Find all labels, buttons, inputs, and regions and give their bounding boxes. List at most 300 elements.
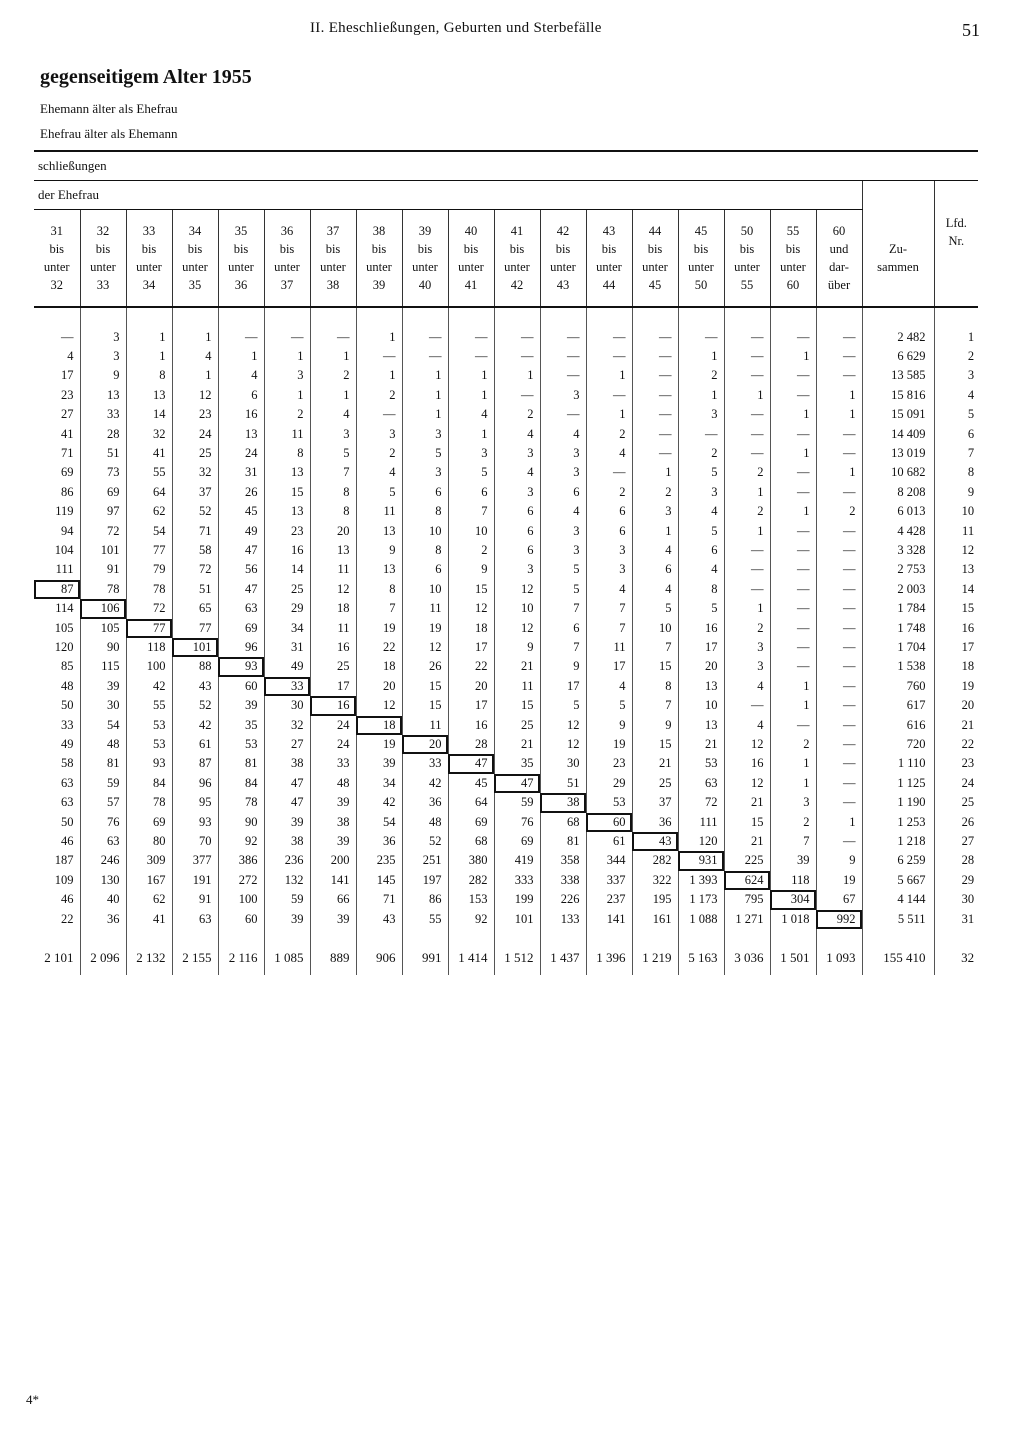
table-cell: 4	[586, 580, 632, 599]
table-cell: 5	[632, 599, 678, 618]
table-cell: 2	[494, 405, 540, 424]
column-header-line: bis	[187, 241, 203, 256]
table-cell: 51	[80, 444, 126, 463]
column-header-line: unter	[550, 259, 576, 274]
spacer-cell	[816, 929, 862, 941]
table-row	[34, 463, 978, 482]
column-header	[678, 210, 724, 307]
table-cell: 3	[632, 502, 678, 521]
table-cell: 8	[632, 677, 678, 696]
row-total-cell: 1 110	[862, 754, 934, 773]
spacer-cell	[126, 929, 172, 941]
table-cell: 55	[126, 463, 172, 482]
table-cell: 197	[402, 871, 448, 890]
table-cell: 4	[678, 502, 724, 521]
sum-cell: 2 116	[218, 941, 264, 975]
table-cell: —	[586, 328, 632, 347]
table-cell: 59	[264, 890, 310, 909]
column-header-line: bis	[279, 241, 295, 256]
table-cell: 5	[402, 444, 448, 463]
table-cell: 1	[724, 599, 770, 618]
table-cell: 39	[218, 696, 264, 715]
table-row	[34, 677, 978, 696]
sum-cell: 2 155	[172, 941, 218, 975]
column-header-line: bis	[417, 241, 433, 256]
table-cell: 28	[448, 735, 494, 754]
table-cell: 15	[494, 696, 540, 715]
spacer-cell	[678, 929, 724, 941]
table-cell: 63	[172, 910, 218, 929]
table-cell: 3	[402, 425, 448, 444]
row-number-cell: 3	[934, 366, 978, 385]
table-cell: 26	[218, 483, 264, 502]
table-cell: 4	[494, 463, 540, 482]
column-header	[80, 210, 126, 307]
table-cell: 93	[172, 813, 218, 832]
table-cell: 8	[264, 444, 310, 463]
spacer-cell	[770, 307, 816, 328]
table-cell: 66	[310, 890, 356, 909]
table-cell: 24	[310, 716, 356, 735]
table-cell: 81	[80, 754, 126, 773]
row-number-cell: 13	[934, 560, 978, 579]
table-cell: 92	[448, 910, 494, 929]
column-header-line: 39	[418, 223, 432, 238]
table-cell: 4	[678, 560, 724, 579]
table-cell: 12	[724, 735, 770, 754]
column-header-row	[34, 210, 978, 307]
row-total-cell: 14 409	[862, 425, 934, 444]
column-header-line: 42	[556, 223, 570, 238]
table-cell: 45	[218, 502, 264, 521]
table-cell: 8	[678, 580, 724, 599]
column-header-line: unter	[274, 259, 300, 274]
table-cell: 8	[126, 366, 172, 385]
table-cell: —	[724, 328, 770, 347]
table-cell: 19	[356, 619, 402, 638]
table-row	[34, 405, 978, 424]
table-cell: 48	[61, 678, 74, 693]
table-cell: 199	[494, 890, 540, 909]
table-cell: 141	[310, 871, 356, 890]
table-cell: 21	[678, 735, 724, 754]
table-cell: 1	[264, 386, 310, 405]
column-header-line: 37	[280, 277, 294, 292]
table-cell: 2	[724, 463, 770, 482]
diagonal-cell: 992	[816, 910, 862, 929]
table-cell: 33	[80, 405, 126, 424]
table-cell: 69	[218, 619, 264, 638]
table-cell: 72	[678, 793, 724, 812]
table-title: gegenseitigem Alter 1955	[40, 66, 252, 88]
spacer-cell	[678, 307, 724, 328]
diagonal-cell: 38	[540, 793, 586, 812]
table-cell: 3	[402, 463, 448, 482]
column-header-line: 39	[372, 277, 386, 292]
span-header-blank	[862, 181, 934, 210]
column-header	[264, 210, 310, 307]
table-cell: 3	[724, 657, 770, 676]
row-total-cell: 5 511	[862, 910, 934, 929]
table-cell: —	[770, 580, 816, 599]
table-cell: 22	[61, 911, 74, 926]
spacer-cell	[770, 929, 816, 941]
table-row	[34, 502, 978, 521]
table-cell: 2	[816, 502, 862, 521]
table-cell: —	[678, 328, 724, 347]
table-cell: 10	[448, 522, 494, 541]
table-cell: 1	[678, 386, 724, 405]
table-cell: 114	[55, 601, 74, 616]
table-cell: 88	[172, 657, 218, 676]
table-cell: 36	[632, 813, 678, 832]
table-cell: 4	[586, 677, 632, 696]
table-cell: 45	[448, 774, 494, 793]
table-cell: —	[678, 425, 724, 444]
table-cell: —	[816, 657, 862, 676]
table-cell: 30	[264, 696, 310, 715]
total-header-line: sammen	[877, 259, 919, 274]
table-cell: 56	[218, 560, 264, 579]
table-cell: 6	[494, 502, 540, 521]
table-cell: 8	[402, 541, 448, 560]
table-cell: 1	[770, 347, 816, 366]
age-table-wrapper	[34, 150, 978, 975]
table-cell: 16	[448, 716, 494, 735]
table-cell: 1	[310, 347, 356, 366]
table-cell: 21	[494, 657, 540, 676]
table-cell: 72	[126, 599, 172, 618]
table-cell: 49	[61, 737, 74, 752]
table-row	[34, 386, 978, 405]
table-row	[34, 910, 978, 929]
table-cell: 1 088	[678, 910, 724, 929]
table-cell: 42	[356, 793, 402, 812]
table-cell: 282	[448, 871, 494, 890]
table-cell: 17	[448, 696, 494, 715]
row-total-cell: 2 003	[862, 580, 934, 599]
table-cell: 251	[402, 851, 448, 870]
table-cell: 15	[402, 696, 448, 715]
spacer-cell	[402, 307, 448, 328]
table-cell: 11	[402, 599, 448, 618]
span-header-blank-lfd	[934, 181, 978, 210]
column-header	[494, 210, 540, 307]
table-cell: 1	[770, 444, 816, 463]
table-cell: 6	[402, 483, 448, 502]
row-total-cell: 15 816	[862, 386, 934, 405]
sum-cell: 889	[310, 941, 356, 975]
table-cell: 53	[126, 735, 172, 754]
table-cell: —	[770, 619, 816, 638]
column-header-line: unter	[734, 259, 760, 274]
table-cell: —	[540, 347, 586, 366]
table-cell: 79	[126, 560, 172, 579]
column-header-line: unter	[228, 259, 254, 274]
table-cell: 12	[448, 599, 494, 618]
column-header-line: 35	[188, 277, 202, 292]
table-cell: 4	[448, 405, 494, 424]
column-header-line: 40	[418, 277, 432, 292]
row-total-cell: 6 629	[862, 347, 934, 366]
table-cell: 14	[264, 560, 310, 579]
table-cell: —	[816, 580, 862, 599]
sum-cell: 1 414	[448, 941, 494, 975]
table-cell: 10	[402, 522, 448, 541]
table-cell: —	[724, 580, 770, 599]
table-cell: 4	[218, 366, 264, 385]
table-cell: 43	[172, 677, 218, 696]
table-cell: —	[632, 425, 678, 444]
table-cell: 9	[540, 657, 586, 676]
table-row	[34, 599, 978, 618]
row-total-cell: 1 125	[862, 774, 934, 793]
spacer-cell	[586, 307, 632, 328]
column-header-line: 42	[510, 277, 524, 292]
sum-cell: 1 219	[632, 941, 678, 975]
table-cell: 38	[310, 813, 356, 832]
row-total-cell: 5 667	[862, 871, 934, 890]
table-cell: 153	[448, 890, 494, 909]
table-cell: 105	[54, 620, 74, 635]
table-cell: 3	[80, 328, 126, 347]
column-header-line: 33	[142, 223, 156, 238]
row-number-cell: 22	[934, 735, 978, 754]
table-cell: 24	[310, 735, 356, 754]
table-cell: 5	[540, 696, 586, 715]
table-cell: —	[770, 599, 816, 618]
table-cell: 3	[540, 541, 586, 560]
table-cell: 47	[264, 793, 310, 812]
table-cell: 81	[218, 754, 264, 773]
row-number-cell: 30	[934, 890, 978, 909]
table-cell: —	[816, 793, 862, 812]
table-body	[34, 307, 978, 976]
spacer-cell	[494, 307, 540, 328]
table-cell: —	[816, 754, 862, 773]
table-cell: —	[770, 541, 816, 560]
table-cell: —	[816, 619, 862, 638]
spacer-cell	[34, 307, 80, 328]
table-cell: 2	[586, 425, 632, 444]
table-cell: 52	[172, 502, 218, 521]
table-cell: 282	[632, 851, 678, 870]
row-number-cell: 20	[934, 696, 978, 715]
table-cell: 47	[218, 541, 264, 560]
table-cell: 15	[632, 657, 678, 676]
table-cell: —	[770, 638, 816, 657]
table-cell: 30	[80, 696, 126, 715]
diagonal-cell: 60	[586, 813, 632, 832]
row-total-cell: 1 784	[862, 599, 934, 618]
column-header-line: 43	[602, 223, 616, 238]
table-cell: 12	[172, 386, 218, 405]
table-cell: 4	[724, 677, 770, 696]
table-cell: 78	[80, 580, 126, 599]
sum-cell: 906	[356, 941, 402, 975]
table-cell: 21	[724, 793, 770, 812]
table-cell: 5	[678, 463, 724, 482]
column-header-line: 45	[694, 223, 708, 238]
table-cell: 1	[816, 463, 862, 482]
table-cell: 1	[724, 522, 770, 541]
sum-cell: 991	[402, 941, 448, 975]
spacer-cell	[218, 307, 264, 328]
spacer-cell	[494, 929, 540, 941]
table-cell: 58	[61, 756, 74, 771]
table-cell: 40	[80, 890, 126, 909]
table-cell: 200	[310, 851, 356, 870]
table-row	[34, 425, 978, 444]
table-cell: 53	[126, 716, 172, 735]
table-row	[34, 541, 978, 560]
table-cell: 39	[310, 793, 356, 812]
table-cell: —	[494, 386, 540, 405]
table-cell: 12	[402, 638, 448, 657]
span-header-marriages: schließungen	[34, 151, 978, 181]
table-cell: 4	[632, 541, 678, 560]
table-row	[34, 657, 978, 676]
table-cell: —	[816, 444, 862, 463]
table-cell: 377	[172, 851, 218, 870]
column-header-line: 33	[96, 277, 110, 292]
table-cell: 2	[678, 366, 724, 385]
table-cell: —	[770, 425, 816, 444]
table-cell: 1	[678, 347, 724, 366]
table-cell: 3	[540, 444, 586, 463]
diagonal-cell: 47	[494, 774, 540, 793]
column-header	[448, 210, 494, 307]
table-cell: 32	[264, 716, 310, 735]
table-cell: 235	[356, 851, 402, 870]
table-cell: 24	[218, 444, 264, 463]
table-cell: 13	[356, 522, 402, 541]
column-header-line: bis	[555, 241, 571, 256]
table-cell: 69	[126, 813, 172, 832]
table-cell: 78	[126, 793, 172, 812]
table-cell: 31	[218, 463, 264, 482]
spacer-cell	[724, 307, 770, 328]
table-cell: 1	[402, 386, 448, 405]
table-cell: 41	[126, 910, 172, 929]
table-cell: 13	[264, 463, 310, 482]
column-header	[402, 210, 448, 307]
table-cell: —	[218, 328, 264, 347]
column-header	[126, 210, 172, 307]
table-row	[34, 832, 978, 851]
table-cell: 85	[61, 659, 74, 674]
table-cell: 18	[356, 657, 402, 676]
column-header-line: 50	[740, 223, 754, 238]
row-total-cell: 6 013	[862, 502, 934, 521]
table-cell: 9	[356, 541, 402, 560]
table-cell: 13	[678, 716, 724, 735]
table-cell: 71	[61, 445, 74, 460]
row-total-cell: 720	[862, 735, 934, 754]
table-cell: —	[448, 328, 494, 347]
column-header-line: unter	[688, 259, 714, 274]
spacer-cell	[356, 307, 402, 328]
table-cell: 95	[172, 793, 218, 812]
table-cell: 161	[632, 910, 678, 929]
table-cell: 27	[264, 735, 310, 754]
table-cell: 119	[55, 504, 74, 519]
table-row	[34, 366, 978, 385]
diagonal-cell: 624	[724, 871, 770, 890]
table-cell: 51	[540, 774, 586, 793]
table-cell: 12	[310, 580, 356, 599]
table-row	[34, 328, 978, 347]
table-cell: 52	[402, 832, 448, 851]
row-number-cell: 19	[934, 677, 978, 696]
table-row	[34, 619, 978, 638]
spacer-cell	[310, 929, 356, 941]
table-cell: 6	[586, 522, 632, 541]
column-header-line: 60	[832, 223, 846, 238]
table-cell: 50	[61, 814, 74, 829]
table-cell: 3	[494, 560, 540, 579]
column-header-line: unter	[642, 259, 668, 274]
table-cell: 141	[586, 910, 632, 929]
table-cell: 73	[80, 463, 126, 482]
column-header-line: 43	[556, 277, 570, 292]
table-cell: 63	[61, 775, 74, 790]
table-cell: 25	[264, 580, 310, 599]
column-header-line: 55	[786, 223, 800, 238]
table-cell: 3	[448, 444, 494, 463]
table-cell: 39	[264, 813, 310, 832]
table-cell: 8	[310, 483, 356, 502]
table-cell: 53	[678, 754, 724, 773]
table-cell: 10	[678, 696, 724, 715]
spacer-cell	[126, 307, 172, 328]
table-cell: —	[816, 366, 862, 385]
table-cell: 6	[632, 560, 678, 579]
table-cell: 43	[356, 910, 402, 929]
table-cell: 19	[402, 619, 448, 638]
table-cell: 12	[724, 774, 770, 793]
table-cell: 1	[126, 347, 172, 366]
table-row	[34, 580, 978, 599]
row-number-header-line: Lfd.	[945, 215, 967, 230]
table-cell: 1	[632, 522, 678, 541]
diagonal-cell: 93	[218, 657, 264, 676]
table-cell: 78	[126, 580, 172, 599]
table-cell: 35	[494, 754, 540, 773]
table-cell: 77	[172, 619, 218, 638]
row-total-cell: 3 328	[862, 541, 934, 560]
sum-cell: 2 101	[44, 950, 74, 966]
table-cell: 10	[632, 619, 678, 638]
table-cell: 70	[172, 832, 218, 851]
diagonal-cell: 43	[632, 832, 678, 851]
table-cell: 33	[310, 754, 356, 773]
diagonal-cell: 18	[356, 716, 402, 735]
sum-cell: 1 501	[770, 941, 816, 975]
table-cell: 39	[310, 910, 356, 929]
table-cell: 1	[770, 405, 816, 424]
table-cell: 6	[678, 541, 724, 560]
table-cell: —	[816, 774, 862, 793]
table-cell: 53	[586, 793, 632, 812]
column-header	[540, 210, 586, 307]
table-cell: 100	[126, 657, 172, 676]
table-cell: 120	[678, 832, 724, 851]
table-cell: 25	[172, 444, 218, 463]
table-cell: 69	[494, 832, 540, 851]
table-cell: 132	[264, 871, 310, 890]
table-cell: 20	[356, 677, 402, 696]
